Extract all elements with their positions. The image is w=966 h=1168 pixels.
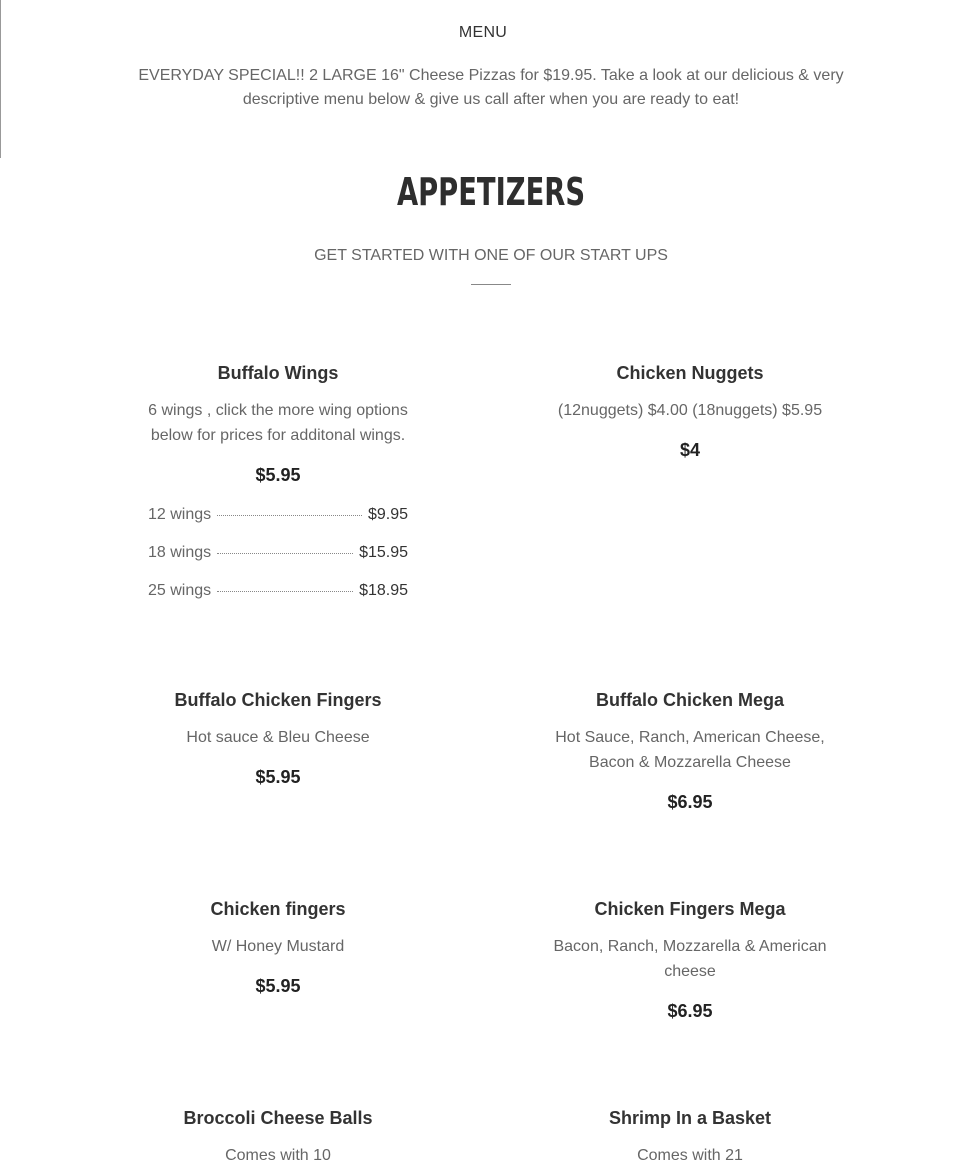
section-title-appetizers: APPETIZERS xyxy=(396,170,586,214)
item-price: $5.95 xyxy=(255,976,301,996)
item-description: 6 wings , click the more wing options below for prices for additonal wings. xyxy=(148,402,408,444)
dot-leader xyxy=(217,515,362,516)
option-label: 12 wings xyxy=(148,506,212,523)
menu-item-chicken-fingers-mega[interactable] xyxy=(540,897,840,1023)
item-name: Buffalo Chicken Mega xyxy=(595,690,785,710)
item-description: Hot Sauce, Ranch, American Cheese, Bacon & Mozzarella Cheese xyxy=(555,729,825,771)
menu-item-broccoli-cheese-balls[interactable] xyxy=(128,1106,428,1168)
item-name: Buffalo Wings xyxy=(217,363,339,383)
wing-options-list xyxy=(128,506,428,620)
option-row[interactable] xyxy=(128,582,428,620)
menu-item-buffalo-chicken-mega[interactable] xyxy=(540,688,840,814)
option-price: $9.95 xyxy=(367,506,408,523)
item-description: Bacon, Ranch, Mozzarella & American cheese xyxy=(553,938,827,980)
dot-leader xyxy=(217,553,353,554)
item-name: Chicken Nuggets xyxy=(616,363,764,383)
item-price: $5.95 xyxy=(255,465,301,485)
option-label: 25 wings xyxy=(148,582,212,599)
option-row[interactable] xyxy=(128,506,428,544)
option-price: $15.95 xyxy=(359,544,408,561)
item-name: Chicken Fingers Mega xyxy=(594,899,786,919)
item-name: Shrimp In a Basket xyxy=(608,1108,772,1128)
everyday-special-text: EVERYDAY SPECIAL!! 2 LARGE 16" Cheese Pizzas for $19.95. Take a look at our delicious & very descriptive menu below & give us call after when you are ready to eat! xyxy=(138,67,844,108)
item-price: $6.95 xyxy=(667,1001,713,1021)
option-label: 18 wings xyxy=(148,544,212,561)
dot-leader xyxy=(217,591,353,592)
menu-item-chicken-nuggets[interactable] xyxy=(540,361,840,462)
menu-heading: MENU xyxy=(458,24,508,41)
item-description: Hot sauce & Bleu Cheese xyxy=(186,729,370,746)
section-divider xyxy=(471,284,511,285)
item-price: $4 xyxy=(679,440,701,460)
item-name: Buffalo Chicken Fingers xyxy=(174,690,382,710)
option-row[interactable] xyxy=(128,544,428,582)
option-price: $18.95 xyxy=(359,582,408,599)
item-description: Comes with 10 xyxy=(225,1147,331,1164)
item-name: Broccoli Cheese Balls xyxy=(183,1108,373,1128)
item-description: (12nuggets) $4.00 (18nuggets) $5.95 xyxy=(557,402,823,419)
section-subtitle: GET STARTED WITH ONE OF OUR START UPS xyxy=(314,247,668,264)
menu-item-chicken-fingers[interactable] xyxy=(128,897,428,998)
item-description: Comes with 21 xyxy=(637,1147,743,1164)
item-price: $5.95 xyxy=(255,767,301,787)
menu-item-buffalo-chicken-fingers[interactable] xyxy=(128,688,428,789)
item-description: W/ Honey Mustard xyxy=(211,938,345,955)
menu-item-shrimp-in-a-basket[interactable] xyxy=(540,1106,840,1168)
menu-item-buffalo-wings[interactable] xyxy=(128,361,428,620)
item-name: Chicken fingers xyxy=(210,899,346,919)
item-price: $6.95 xyxy=(667,792,713,812)
